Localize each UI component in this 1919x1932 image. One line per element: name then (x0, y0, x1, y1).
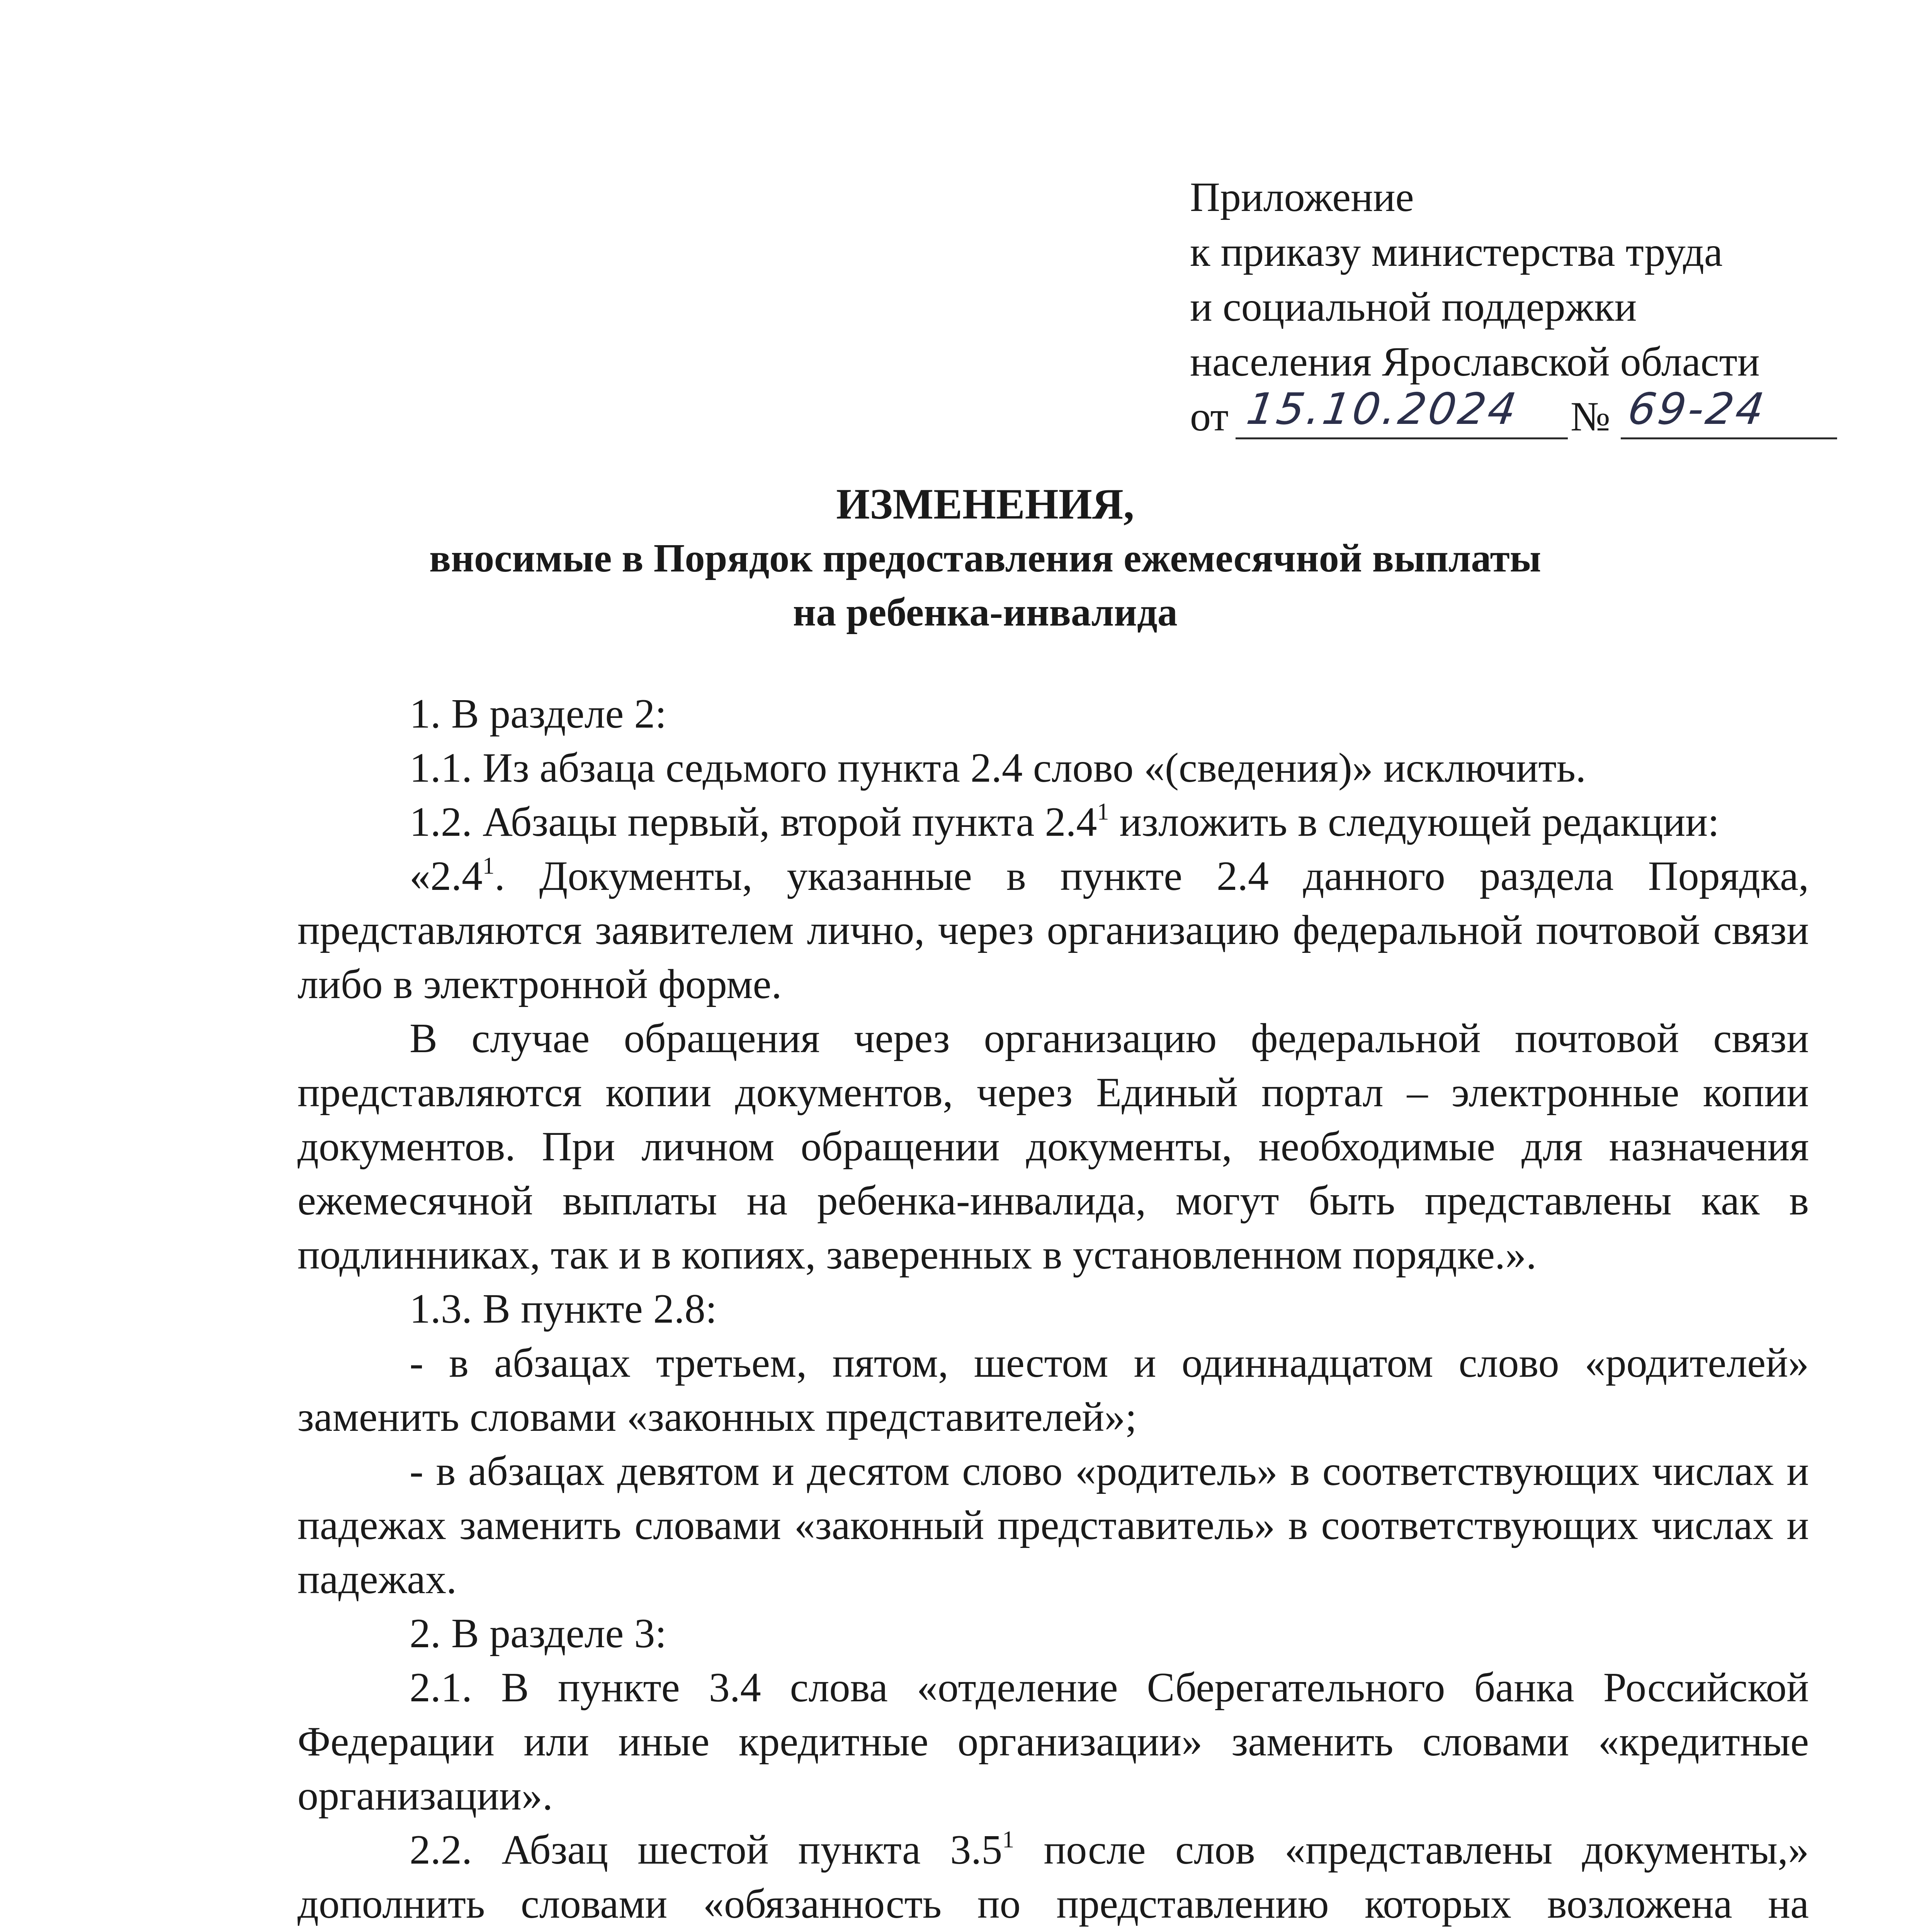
paragraph-4-text: «2.4 (410, 853, 483, 899)
title-main: ИЗМЕНЕНИЯ, (836, 480, 1134, 528)
paragraph-1: 1. В разделе 2: (410, 691, 667, 737)
paragraph-5: В случае обращения через организацию федеральной почтовой связи представляются копии документов, через Единый портал – электронные копии документов. При личном обращении документы, необходимые для назначения ежемесячной выплаты на ребенка-инвалида, могут быть представлены как в подлинниках, так и в копиях, заверенных в установленном порядке.». (297, 1015, 1809, 1278)
document-title (270, 477, 1700, 639)
paragraph-3-text: 1.2. Абзацы первый, второй пункта 2.4 (410, 799, 1097, 845)
paragraph-3 (297, 795, 1809, 849)
paragraph-9: 2. В разделе 3: (410, 1611, 667, 1656)
superscript-1: 1 (483, 853, 495, 879)
paragraph-11-tail: после слов «представлены документы,» дополнить словами «обязанность по представлению которых возложена на (297, 1827, 1809, 1927)
handwritten-date: 15.10.2024 (1243, 384, 1522, 434)
date-prefix: от (1190, 394, 1229, 440)
appendix-line-3: и социальной поддержки (1190, 284, 1637, 330)
appendix-line-2: к приказу министерства труда (1190, 229, 1723, 275)
appendix-line-4: населения Ярославской области (1190, 339, 1760, 385)
number-field (1621, 384, 1837, 439)
paragraph-8: - в абзацах девятом и десятом слово «родитель» в соответствующих числах и падежах заменить словами «законный представитель» в соответствующих числах и падежах. (297, 1448, 1809, 1602)
paragraph-4-tail: . Документы, указанные в пункте 2.4 данного раздела Порядка, представляются заявителем лично, через организацию федеральной почтовой связи либо в электронной форме. (297, 853, 1809, 1007)
paragraph-3-tail: изложить в следующей редакции: (1109, 799, 1720, 845)
appendix-header (1190, 170, 1854, 444)
appendix-line-1: Приложение (1190, 174, 1414, 220)
number-prefix: № (1571, 394, 1611, 440)
document-body (297, 687, 1809, 1932)
handwritten-number: 69-24 (1625, 384, 1769, 434)
title-subtitle-line-2: на ребенка-инвалида (793, 590, 1178, 634)
date-field (1236, 384, 1568, 439)
superscript-1: 1 (1002, 1827, 1015, 1853)
paragraph-11-text: 2.2. Абзац шестой пункта 3.5 (410, 1827, 1003, 1873)
paragraph-10: 2.1. В пункте 3.4 слова «отделение Сберегательного банка Российской Федерации или иные кредитные организации» заменить словами «кредитные организации». (297, 1665, 1809, 1819)
order-date-number-row (1190, 384, 1854, 444)
superscript-1: 1 (1097, 799, 1109, 825)
paragraph-6: 1.3. В пункте 2.8: (410, 1286, 717, 1332)
paragraph-4 (297, 849, 1809, 1012)
paragraph-11 (297, 1823, 1809, 1932)
paragraph-7: - в абзацах третьем, пятом, шестом и одиннадцатом слово «родителей» заменить словами «законных представителей»; (297, 1340, 1809, 1440)
paragraph-2: 1.1. Из абзаца седьмого пункта 2.4 слово «(сведения)» исключить. (410, 745, 1586, 791)
title-subtitle-line-1: вносимые в Порядок предоставления ежемесячной выплаты (429, 536, 1541, 580)
